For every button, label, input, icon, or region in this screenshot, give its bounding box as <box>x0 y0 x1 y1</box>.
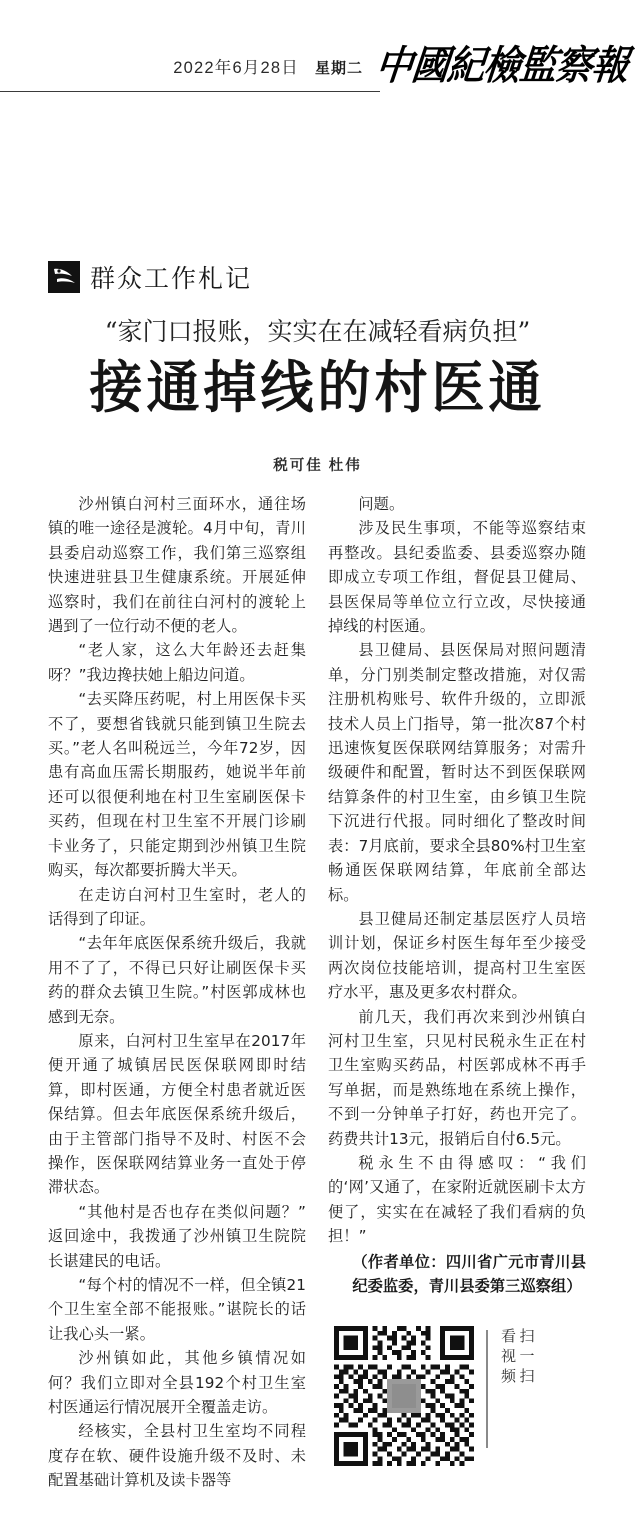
publication-date: 2022年6月28日 <box>173 59 299 77</box>
qr-divider <box>486 1330 488 1448</box>
article-byline: 税可佳 杜伟 <box>273 458 362 475</box>
dateline <box>173 54 363 92</box>
paragraph: 经核实，全县村卫生室均不同程度存在软、硬件设施升级不及时、未配置基础计算机及读卡器等 <box>48 1422 306 1490</box>
paragraph: 沙州镇如此，其他乡镇情况如何？我们立即对全县192个村卫生室村医通运行情况展开全覆盖走访。 <box>48 1349 306 1417</box>
paragraph: 县卫健局还制定基层医疗人员培训计划，保证乡村医生每年至少接受两次岗位技能培训，提高村卫生室医疗水平，惠及更多农村群众。 <box>328 909 586 1002</box>
qr-caption <box>500 1326 535 1388</box>
section-title: 群众工作札记 <box>90 264 253 293</box>
right-column <box>328 492 586 1534</box>
paragraph: “老人家，这么大年龄还去赶集呀？”我边搀扶她上船边问道。 <box>48 641 306 684</box>
masthead-divider <box>0 91 380 93</box>
qr-caption-line-2: 看视频 <box>499 1328 517 1389</box>
paragraph: 在走访白河村卫生室时，老人的话得到了印证。 <box>48 885 306 928</box>
paragraph: 原来，白河村卫生室早在2017年便开通了城镇居民医保联网即时结算，即村医通，方便全村患者就近医保结算。但去年底医保系统升级后，由于主管部门指导不及时、村医不会操作，医保联网结算业务一直处于停滞状态。 <box>48 1031 306 1197</box>
paragraph: 税永生不由得感叹：“我们的‘网’又通了，在家附近就医刷卡太方便了，实实在在减轻了我们看病的负担！” <box>328 1153 586 1246</box>
paragraph: “每个村的情况不一样，但全镇21个卫生室全部不能报账。”谌院长的话让我心头一紧。 <box>48 1276 306 1343</box>
paragraph: “去年年底医保系统升级后，我就用不了了，不得已只好让刷医保卡买药的群众去镇卫生院。”村医郭成林也感到无奈。 <box>48 934 306 1026</box>
left-column <box>48 492 306 1534</box>
headline-block <box>0 316 635 475</box>
author-credit: （作者单位：四川省广元市青川县纪委监委，青川县委第三巡察组） <box>352 1252 586 1295</box>
section-header <box>48 260 635 294</box>
qr-block[interactable] <box>328 1326 586 1466</box>
paragraph: 问题。 <box>358 495 405 513</box>
qr-code-icon[interactable] <box>334 1326 474 1466</box>
article-subhead: “家门口报账，实实在在减轻看病负担” <box>104 317 531 346</box>
article-headline: 接通掉线的村医通 <box>89 356 546 422</box>
brush-stroke-logo-icon <box>48 261 80 293</box>
newspaper-title: 中國紀檢監察報 <box>373 41 631 89</box>
paragraph: “其他村是否也存在类似问题？”返回途中，我拨通了沙州镇卫生院院长谌建民的电话。 <box>48 1202 306 1270</box>
paragraph: 前几天，我们再次来到沙州镇白河村卫生室，只见村民税永生正在村卫生室购买药品，村医郭成林不再手写单据，而是熟练地在系统上操作，不到一分钟单子打好，药也开完了。药费共计13元，报销后自付6.5元。 <box>328 1007 586 1148</box>
qr-caption-line-1: 扫一扫 <box>517 1328 536 1389</box>
publication-weekday: 星期二 <box>314 60 363 77</box>
paragraph: 县卫健局、县医保局对照问题清单，分门别类制定整改措施，对仅需注册机构账号、软件升级的，立即派技术人员上门指导，第一批次87个村迅速恢复医保联网结算服务；对需升级硬件和配置，暂时达不到医保联网结算条件的村卫生室，由乡镇卫生院下沉进行代报。同时细化了整改时间表：7月底前，要求全县80%村卫生室畅通医保联网结算，年底前全部达标。 <box>328 641 586 904</box>
masthead <box>0 0 635 110</box>
paragraph: 沙州镇白河村三面环水，通往场镇的唯一途径是渡轮。4月中旬，青川县委启动巡察工作，我们第三巡察组快速进驻县卫生健康系统。开展延伸巡察时，我们在前往白河村的渡轮上遇到了一位行动不便的老人。 <box>48 495 306 636</box>
paragraph: 涉及民生事项，不能等巡察结束再整改。县纪委监委、县委巡察办随即成立专项工作组，督促县卫健局、县医保局等单位立行立改，尽快接通掉线的村医通。 <box>328 519 586 636</box>
paragraph: “去买降压药呢，村上用医保卡买不了，要想省钱就只能到镇卫生院去买。”老人名叫税远兰，今年72岁，因患有高血压需长期服药，她说半年前还可以很便利地在村卫生室刷医保卡买药，但现在村卫生室不开展门诊刷卡业务了，只能定期到沙州镇卫生院购买，每次都要折腾大半天。 <box>48 690 306 880</box>
article-body <box>48 492 587 1534</box>
